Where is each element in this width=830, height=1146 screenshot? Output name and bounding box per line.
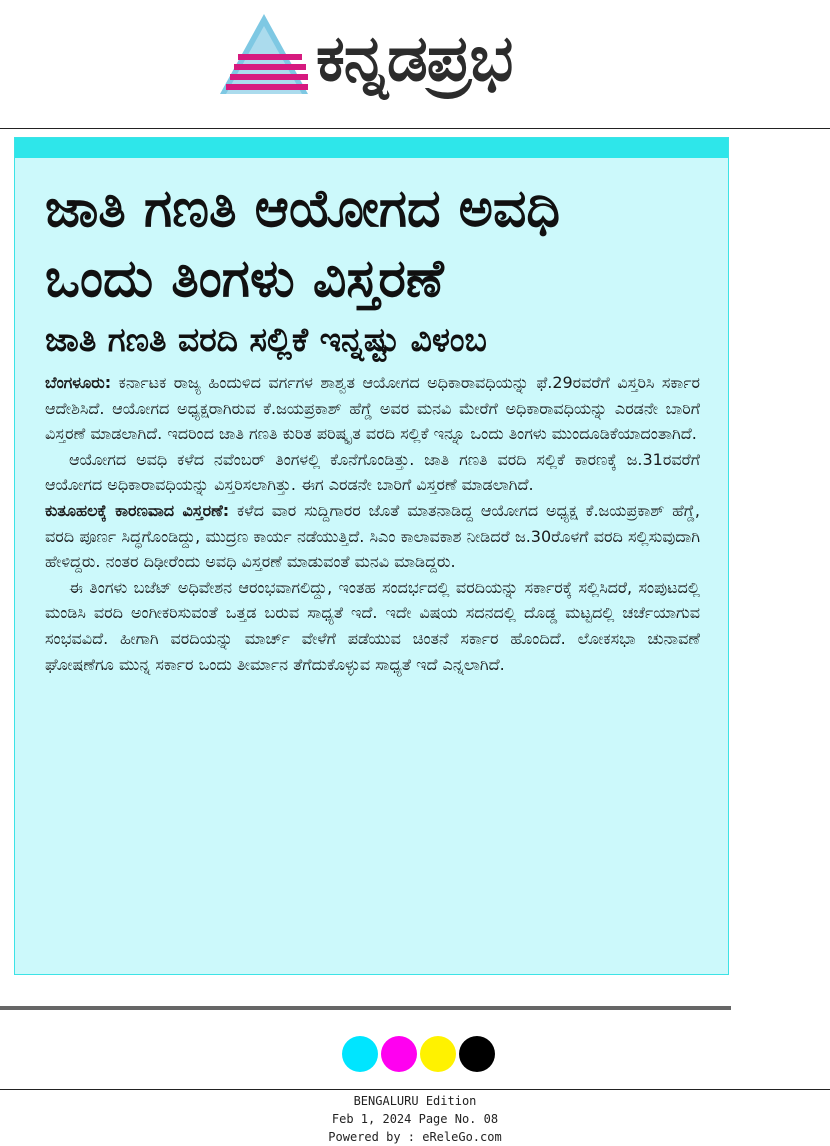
- black-swatch: [459, 1036, 495, 1072]
- magenta-swatch: [381, 1036, 417, 1072]
- paragraph-3-text: ಕಳೆದ ವಾರ ಸುದ್ದಿಗಾರರ ಜೊತೆ ಮಾತನಾಡಿದ್ದ ಆಯೋಗದ ಅಧ್ಯಕ್ಷ ಕೆ.ಜಯಪ್ರಕಾಶ್ ಹೆಗ್ಡೆ, ವರದಿ ಪೂರ್ಣ ಸಿದ್ಧಗೊಂಡಿದ್ದು, ಮುದ್ರಣ ಕಾರ್ಯ ನಡೆಯುತ್ತಿದೆ. ಸಿಎಂ ಕಾಲಾವಕಾಶ ನೀಡಿದರೆ ಜ.30ರೊಳಗೆ ವರದಿ ಸಲ್ಲಿಸುವುದಾಗಿ ಹೇಳಿದ್ದರು. ನಂತರ ದಿಢೀರೆಂದು ಅವಧಿ ವಿಸ್ತರಣೆ ಮಾಡುವಂತೆ ಮನವಿ ಮಾಡಿದ್ದರು.: [45, 500, 700, 572]
- paragraph-1: [45, 370, 700, 447]
- footer-date-page: Feb 1, 2024 Page No. 08: [331, 1112, 499, 1126]
- article-top-bar: [15, 138, 728, 158]
- headline-line-1: ಜಾತಿ ಗಣತಿ ಆಯೋಗದ ಅವಧಿ: [45, 179, 560, 239]
- article-headline: [45, 174, 702, 314]
- kannada-prabha-logo-icon: [218, 12, 310, 96]
- headline-line-2: ಒಂದು ತಿಂಗಳು ವಿಸ್ತರಣೆ: [45, 249, 444, 309]
- paragraph-2: ಆಯೋಗದ ಅವಧಿ ಕಳೆದ ನವೆಂಬರ್ ತಿಂಗಳಲ್ಲಿ ಕೊನೆಗೊಂಡಿತ್ತು. ಜಾತಿ ಗಣತಿ ವರದಿ ಸಲ್ಲಿಕೆ ಕಾರಣಕ್ಕೆ ಜ.31ರವರೆಗೆ ಆಯೋಗದ ಅಧಿಕಾರಾವಧಿಯನ್ನು ವಿಸ್ತರಿಸಲಾಗಿತ್ತು. ಈಗ ಎರಡನೇ ಬಾರಿಗೆ ವಿಸ್ತರಣೆ ಮಾಡಲಾಗಿದೆ.: [45, 449, 700, 495]
- dateline: ಬೆಂಗಳೂರು:: [45, 373, 112, 392]
- footer-edition: BENGALURU Edition: [353, 1094, 477, 1108]
- masthead: [0, 0, 830, 129]
- section-lead: ಕುತೂಹಲಕ್ಕೆ ಕಾರಣವಾದ ವಿಸ್ತರಣೆ:: [45, 500, 230, 520]
- page-divider: [0, 1006, 731, 1010]
- article-subheadline: ಜಾತಿ ಗಣತಿ ವರದಿ ಸಲ್ಲಿಕೆ ಇನ್ನಷ್ಟು ವಿಳಂಬ: [45, 320, 487, 359]
- footer-powered-by[interactable]: Powered by : eReleGo.com: [328, 1130, 502, 1144]
- paragraph-1-text: ಕರ್ನಾಟಕ ರಾಜ್ಯ ಹಿಂದುಳಿದ ವರ್ಗಗಳ ಶಾಶ್ವತ ಆಯೋಗದ ಅಧಿಕಾರಾವಧಿಯನ್ನು ಫೆ.29ರವರೆಗೆ ವಿಸ್ತರಿಸಿ ಸರ್ಕಾರ ಆದೇಶಿಸಿದೆ. ಆಯೋಗದ ಅಧ್ಯಕ್ಷರಾಗಿರುವ ಕೆ.ಜಯಪ್ರಕಾಶ್ ಹೆಗ್ಡೆ ಅವರ ಮನವಿ ಮೇರೆಗೆ ಅಧಿಕಾರಾವಧಿಯನ್ನು ಎರಡನೇ ಬಾರಿಗೆ ವಿಸ್ತರಣೆ ಮಾಡಲಾಗಿದೆ. ಇದರಿಂದ ಜಾತಿ ಗಣತಿ ಕುರಿತ ಪರಿಷ್ಕೃತ ವರದಿ ಸಲ್ಲಿಕೆ ಇನ್ನೂ ಒಂದು ತಿಂಗಳು ಮುಂದೂಡಿಕೆಯಾದಂತಾಗಿದೆ.: [45, 373, 700, 444]
- article-box: [14, 137, 729, 975]
- footer: [0, 1089, 830, 1144]
- article-body: [45, 370, 700, 677]
- masthead-logo-text: ಕನ್ನಡಪ್ರಭ: [316, 22, 513, 96]
- paragraph-4: ಈ ತಿಂಗಳು ಬಜೆಟ್ ಅಧಿವೇಶನ ಆರಂಭವಾಗಲಿದ್ದು, ಇಂತಹ ಸಂದರ್ಭದಲ್ಲಿ ವರದಿಯನ್ನು ಸರ್ಕಾರಕ್ಕೆ ಸಲ್ಲಿಸಿದರೆ, ಸಂಪುಟದಲ್ಲಿ ಮಂಡಿಸಿ ವರದಿ ಅಂಗೀಕರಿಸುವಂತೆ ಒತ್ತಡ ಬರುವ ಸಾಧ್ಯತೆ ಇದೆ. ಇದೇ ವಿಷಯ ಸದನದಲ್ಲಿ ದೊಡ್ಡ ಮಟ್ಟದಲ್ಲಿ ಚರ್ಚೆಯಾಗುವ ಸಂಭವವಿದೆ. ಹೀಗಾಗಿ ವರದಿಯನ್ನು ಮಾರ್ಚ್ ವೇಳೆಗೆ ಪಡೆಯುವ ಚಿಂತನೆ ಸರ್ಕಾರ ಹೊಂದಿದೆ. ಲೋಕಸಭಾ ಚುನಾವಣೆ ಘೋಷಣೆಗೂ ಮುನ್ನ ಸರ್ಕಾರ ಒಂದು ತೀರ್ಮಾನ ತೆಗೆದುಕೊಳ್ಳುವ ಸಾಧ್ಯತೆ ಇದೆ ಎನ್ನಲಾಗಿದೆ.: [45, 577, 700, 674]
- yellow-swatch: [420, 1036, 456, 1072]
- cyan-swatch: [342, 1036, 378, 1072]
- paragraph-3: [45, 498, 700, 575]
- print-color-swatches: [342, 1036, 495, 1072]
